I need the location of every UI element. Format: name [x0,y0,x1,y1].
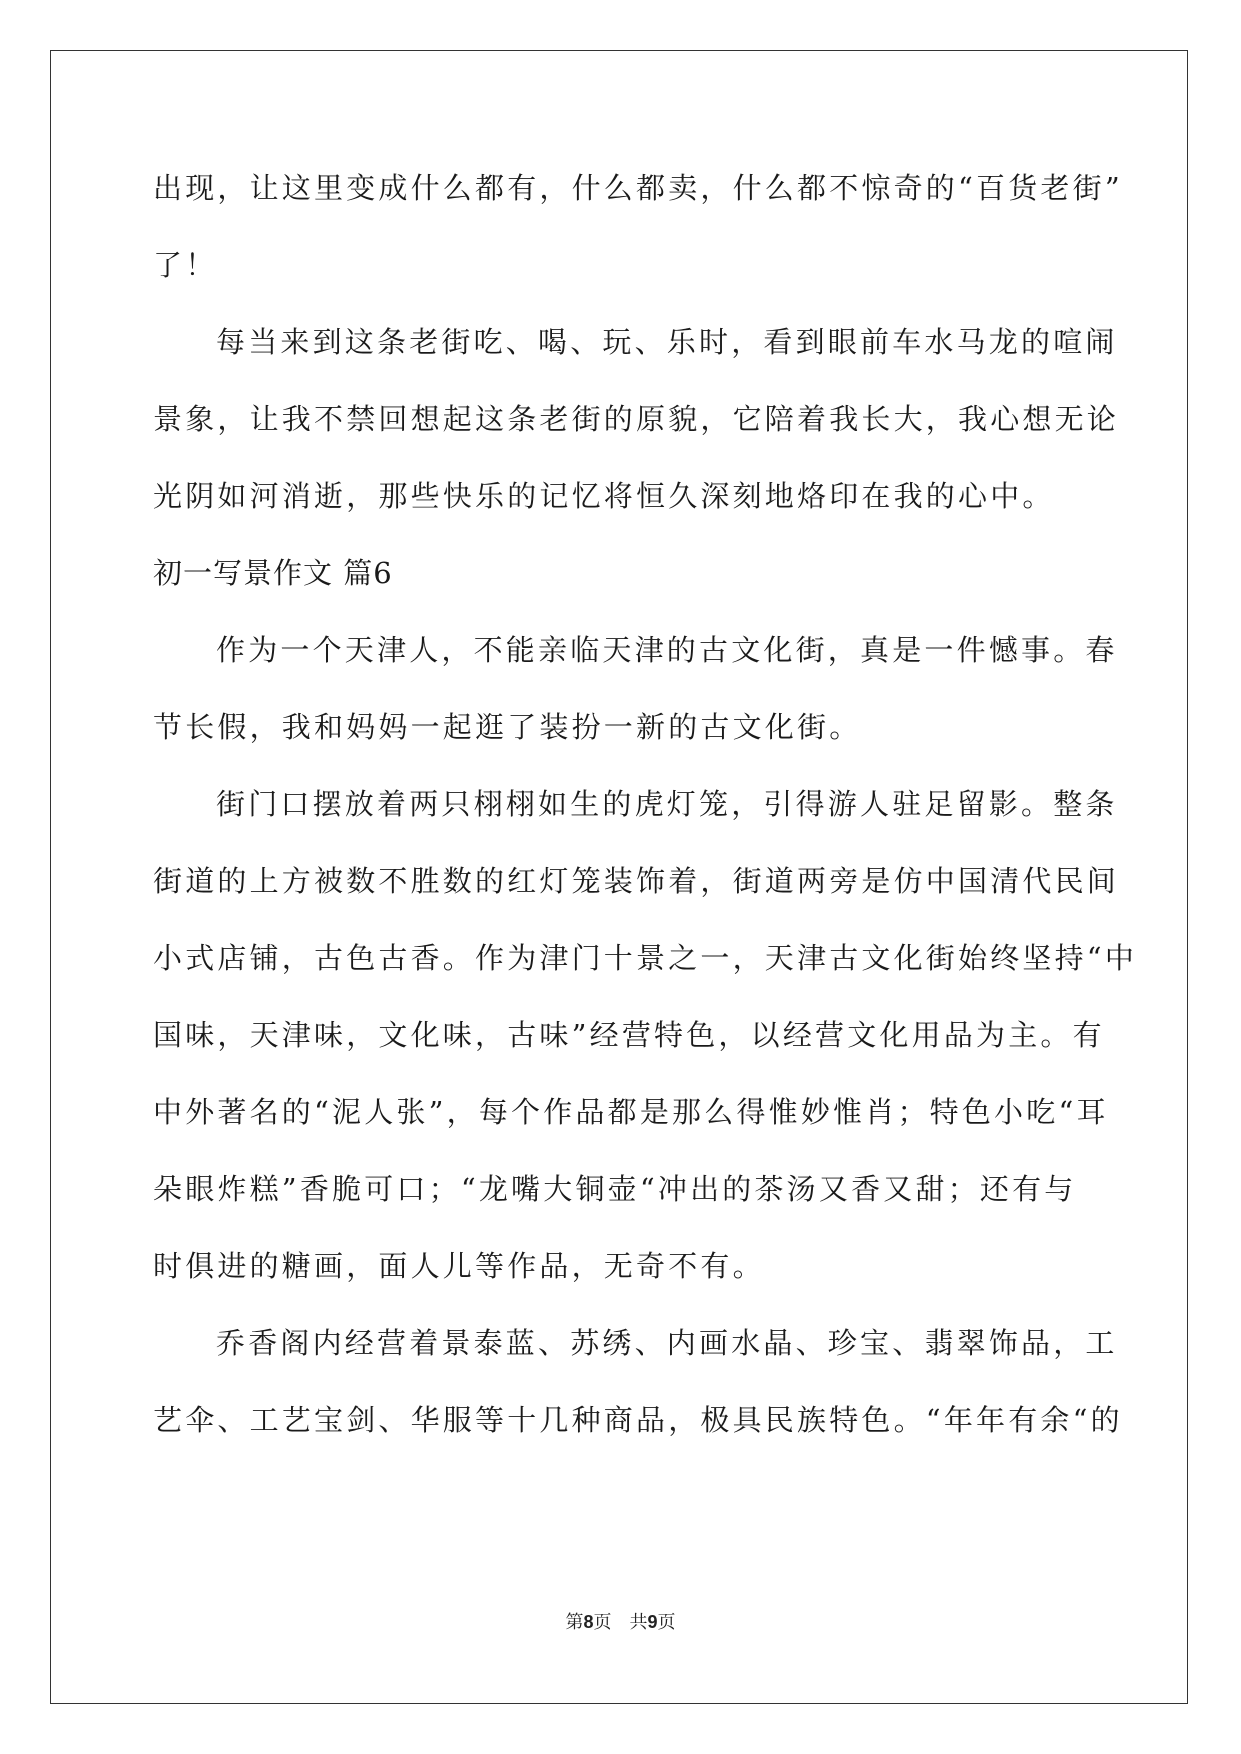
paragraph-line: 小式店铺，古色古香。作为津门十景之一，天津古文化街始终坚持“中 [153,941,1138,975]
paragraph-line: 光阴如河消逝，那些快乐的记忆将恒久深刻地烙印在我的心中。 [153,479,1055,513]
paragraph-line: 朵眼炸糕”香脆可口；“龙嘴大铜壶“冲出的茶汤又香又甜；还有与 [153,1172,1077,1206]
paragraph-line: 街道的上方被数不胜数的红灯笼装饰着，街道两旁是仿中国清代民间 [153,864,1120,898]
page-total: 9 [647,1612,658,1632]
total-unit: 页 [657,1612,676,1633]
paragraph-line: 街门口摆放着两只栩栩如生的虎灯笼，引得游人驻足留影。整条 [216,787,1118,821]
document-body [153,150,1138,1459]
paragraph-line: 出现，让这里变成什么都有，什么都卖，什么都不惊奇的“百货老街” [153,171,1123,205]
paragraph-line: 了！ [153,248,218,282]
section-heading: 初一写景作文 篇6 [153,556,393,590]
page-unit: 页 [593,1612,612,1633]
page-current: 8 [583,1612,594,1632]
paragraph-line: 每当来到这条老街吃、喝、玩、乐时，看到眼前车水马龙的喧闹 [216,325,1118,359]
page-footer [0,1608,1241,1634]
total-prefix: 共 [629,1612,648,1633]
page-prefix: 第 [565,1612,584,1633]
paragraph-line: 节长假，我和妈妈一起逛了装扮一新的古文化街。 [153,710,862,744]
paragraph-line: 中外著名的“泥人张”，每个作品都是那么得惟妙惟肖；特色小吃“耳 [153,1095,1109,1129]
paragraph-line: 作为一个天津人，不能亲临天津的古文化街，真是一件憾事。春 [216,633,1118,667]
paragraph-line: 景象，让我不禁回想起这条老街的原貌，它陪着我长大，我心想无论 [153,402,1120,436]
paragraph-line: 艺伞、工艺宝剑、华服等十几种商品，极具民族特色。“年年有余“的 [153,1403,1123,1437]
paragraph-line: 时俱进的糖画，面人儿等作品，无奇不有。 [153,1249,765,1283]
paragraph-line: 国味，天津味，文化味，古味”经营特色，以经营文化用品为主。有 [153,1018,1105,1052]
paragraph-line: 乔香阁内经营着景泰蓝、苏绣、内画水晶、珍宝、翡翠饰品，工 [216,1326,1118,1360]
